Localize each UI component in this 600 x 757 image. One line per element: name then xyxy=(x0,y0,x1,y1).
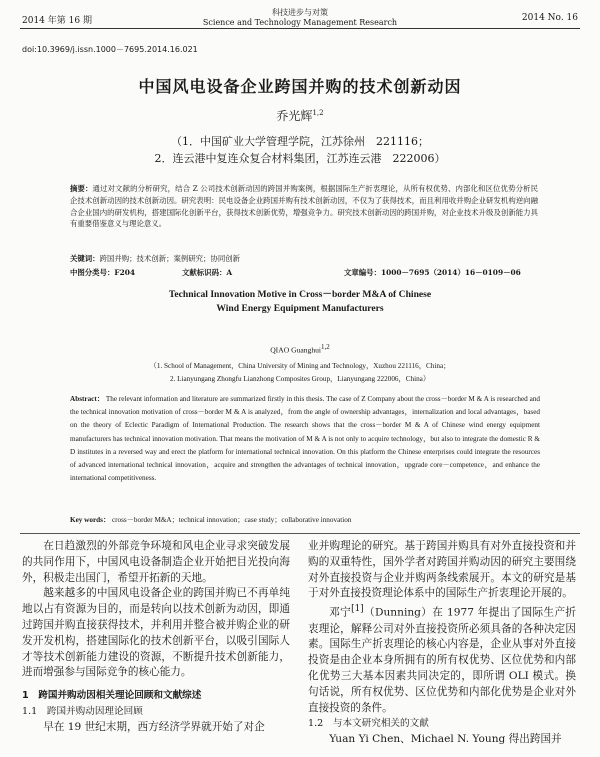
document-code: 文献标识码：A xyxy=(182,268,233,277)
section-heading-1: 1 跨国并购动因相关理论回顾和文献综述 xyxy=(22,690,202,702)
author-affil-sup-en: 1,2 xyxy=(321,343,330,351)
abstract-en-label: Abstract： xyxy=(70,395,105,403)
affiliation-en-1: （1. School of Management，China University of Mining and Technology，Xuzhou 221116，China； xyxy=(149,362,451,370)
title-en-line-1: Technical Innovation Motive in Cross－border M&A of Chinese xyxy=(168,289,432,300)
citation-ref: [1] xyxy=(351,604,364,615)
body-paragraph: 越来越多的中国风电设备企业的跨国并购已不再单纯地以占有资源为目的，而是转向以技术创新为动因，即通过跨国并购直接获得技术，并利用并整合被并购企业的研发开发机构，搭建国际化的技术创新平台，以吸引国际人才等技术创新能力建设的资源，不断提升技术创新能力，进而增强参与国际竞争的核心能力。 xyxy=(22,587,290,679)
body-column-left xyxy=(22,539,290,736)
body-paragraph xyxy=(308,602,576,716)
abstract-cn xyxy=(70,183,538,230)
abstract-cn-label: 摘要： xyxy=(70,184,93,193)
clc-number: 中图分类号：F204 xyxy=(70,268,136,277)
article-title-cn: 中国风电设备企业跨国并购的技术创新动因 xyxy=(138,77,462,96)
running-header-number: 2014 No. 16 xyxy=(521,13,578,23)
affiliation-en-2: 2. Lianyungang Zhongfu Lianzhong Composites Group，Lianyungang 222006，China） xyxy=(169,375,431,383)
running-header-issue: 2014 年第 16 期 xyxy=(22,16,92,26)
body-paragraph: Yuan Yi Chen、Michael N. Young 得出跨国并 xyxy=(329,733,562,746)
body-paragraph: 业并购理论的研究。基于跨国并购具有对外直接投资和并购的双重特性，国外学者对跨国并购动因的研究主要围绕对外直接投资与企业并购两条线索展开。本文的研究是基于对外直接投资理论体系中的国际生产折衷理论开展的。 xyxy=(308,540,576,600)
running-header-journal xyxy=(0,8,600,28)
body-paragraph: 在日趋激烈的外部竞争环境和风电企业寻求突破发展的共同作用下，中国风电设备制造企业开始把目光投向海外，积极走出国门，希望开拓新的天地。 xyxy=(22,540,290,584)
cited-author: 邓宁 xyxy=(329,606,352,619)
body-column-right xyxy=(308,539,576,748)
keywords-cn-text: 跨国并购；技术创新；案例研究；协同创新 xyxy=(99,254,241,263)
author-name-en: QIAO Guanghui xyxy=(270,345,322,355)
body-paragraph: 早在 19 世纪末期，西方经济学界就开始了对企 xyxy=(43,720,265,733)
affiliation-cn-2: 2．连云港中复连众复合材料集团，江苏连云港 222006） xyxy=(154,152,446,165)
keywords-cn-label: 关键词： xyxy=(70,254,100,263)
abstract-cn-text: 通过对文献的分析研究，结合 Z 公司技术创新动因的跨国并购案例，根据国际生产折衷理论，从所有权优势、内部化和区位优势分析民企技术创新动因的技术创新动因。研究表明：民电设备企业跨国并购有技术创新动因，不仅为了获得技术，而且利用收并购企业研发机构逆向融合企业国内的研发机构，搭建国际化创新平台，获得技术创新优势，增强竞争力。研究技术创新动因的跨国并购，对企业技术升级及创新能力具有重要借鉴意义与理论意义。 xyxy=(70,184,538,229)
header-rule xyxy=(20,28,580,29)
keywords-en-text: cross－border M&A；technical innovation；case study；collaborative innovation xyxy=(111,516,352,524)
author-cn xyxy=(0,107,600,124)
article-title-en xyxy=(0,288,600,316)
author-name-cn: 乔光辉 xyxy=(276,109,313,123)
title-en-line-2: Wind Energy Equipment Manufacturers xyxy=(216,303,384,314)
journal-name-cn: 科技进步与对策 xyxy=(272,8,328,17)
keywords-en-label: Key words： xyxy=(70,516,111,524)
author-affil-sup-cn: 1,2 xyxy=(312,109,324,117)
article-number: 文章编号：1000－7695（2014）16－0109－06 xyxy=(344,268,521,277)
author-en xyxy=(0,343,600,355)
affiliation-cn-1: （1．中国矿业大学管理学院，江苏徐州 221116； xyxy=(171,135,429,148)
section-heading-1-2: 1.2 与本文研究相关的文献 xyxy=(308,718,429,730)
affiliations-cn xyxy=(0,133,600,167)
abstract-en-text: The relevant information and literature are summarized firstly in this thesis. The case of Z Company about the cross－border M & A is researched and the technical innovation motivation of cross－border M & A is analyzed，from the angle of ownership advantages，internalization and local advantages，based on the theory of Eclectic Paradigm of International Production. The research shows that the cross－border M & A of Chinese wind energy equipment manufacturers has technical innovation motivation. That means the motivation of M & A is not only to acquire technology，but also to integrate the domestic R & D institutes in a reversed way and erect the platform for international technical innovation. On this platform the Chinese enterprises could integrate the resources of advanced international technical innovation，acquire and strengthen the advantages of technical innovation，upgrade core－competence，and enhance the international competitiveness. xyxy=(70,395,541,483)
paragraph-text: （Dunning）在 1977 年提出了国际生产折衷理论，解释公司对外直接投资所必须具备的各种决定因素。国际生产折衷理论的核心内容是，企业从事对外直接投资是由企业本身所拥有的所有权优势、区位优势和内部化优势三大基本因素共同决定的，即所谓 OLI 模式。换句话说，所有权优势、区位优势和内部化优势是企业对外直接投资的条件。 xyxy=(308,606,576,714)
affiliations-en xyxy=(0,360,600,386)
abstract-divider xyxy=(20,533,580,534)
doi: doi:10.3969/j.issn.1000－7695.2014.16.021 xyxy=(22,45,198,54)
keywords-cn xyxy=(70,253,240,264)
section-heading-1-1: 1.1 跨国并购动因理论回顾 xyxy=(22,705,143,717)
journal-name-en: Science and Technology Management Research xyxy=(202,18,398,27)
abstract-en xyxy=(70,393,540,485)
keywords-en xyxy=(70,515,540,525)
